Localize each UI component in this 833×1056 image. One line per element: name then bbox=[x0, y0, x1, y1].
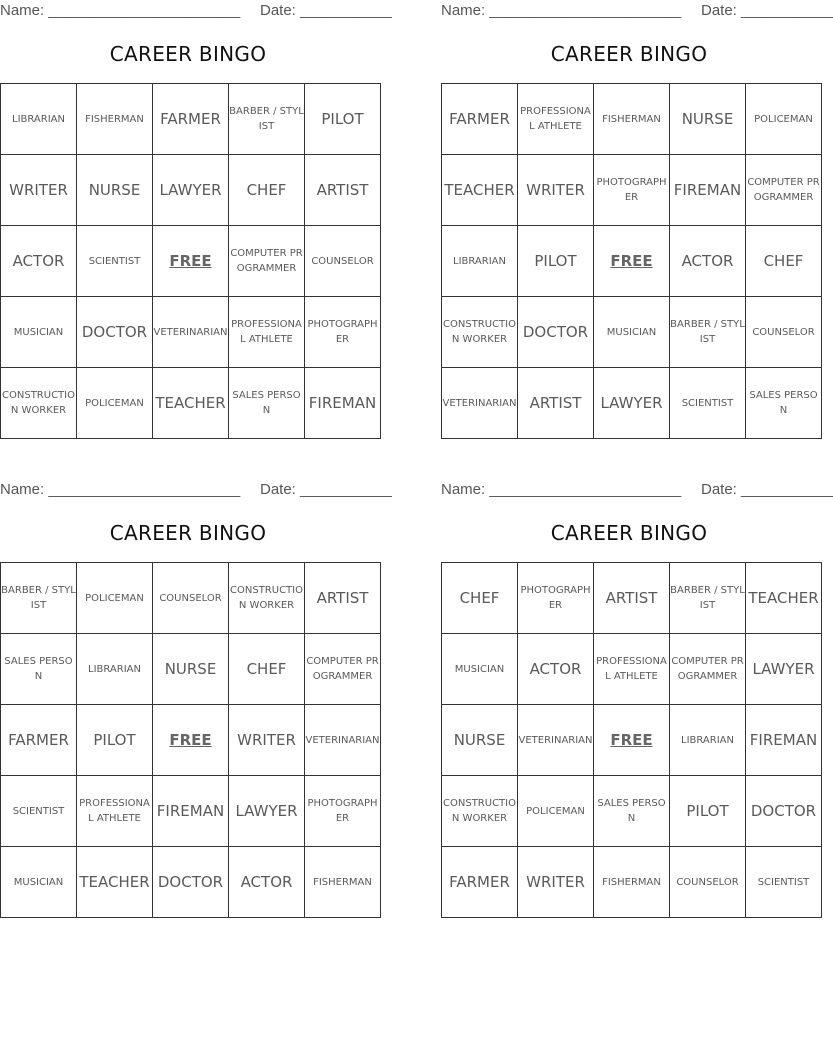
date-field-label: Date: ___________ bbox=[260, 481, 392, 498]
bingo-cell: PHOTOGRAPHER bbox=[594, 155, 670, 226]
bingo-row bbox=[442, 368, 822, 439]
bingo-cell: COMPUTER PROGRAMMER bbox=[746, 155, 822, 226]
bingo-cell: POLICEMAN bbox=[518, 776, 594, 847]
bingo-cell: WRITER bbox=[518, 155, 594, 226]
card-title: CAREER BINGO bbox=[109, 521, 267, 545]
bingo-cell: BARBER / STYLIST bbox=[1, 563, 77, 634]
bingo-cell: NURSE bbox=[77, 155, 153, 226]
bingo-cell: CHEF bbox=[746, 226, 822, 297]
name-date-row bbox=[0, 479, 392, 501]
bingo-grid bbox=[0, 562, 381, 918]
bingo-card bbox=[441, 479, 833, 919]
bingo-row bbox=[442, 705, 822, 776]
bingo-row bbox=[442, 226, 822, 297]
name-field-label: Name: _______________________ bbox=[0, 2, 241, 19]
bingo-cell: MUSICIAN bbox=[442, 634, 518, 705]
bingo-cell: DOCTOR bbox=[518, 297, 594, 368]
bingo-row bbox=[442, 847, 822, 918]
name-field-label: Name: _______________________ bbox=[441, 2, 682, 19]
bingo-row bbox=[1, 297, 381, 368]
bingo-cell: BARBER / STYLIST bbox=[670, 563, 746, 634]
bingo-cell: FIREMAN bbox=[305, 368, 381, 439]
bingo-cell: DOCTOR bbox=[746, 776, 822, 847]
bingo-cell: ARTIST bbox=[305, 563, 381, 634]
bingo-cell: ARTIST bbox=[594, 563, 670, 634]
bingo-cell: DOCTOR bbox=[153, 847, 229, 918]
bingo-card bbox=[0, 0, 392, 440]
bingo-cell: COMPUTER PROGRAMMER bbox=[670, 634, 746, 705]
bingo-cell: COUNSELOR bbox=[153, 563, 229, 634]
bingo-cell: ACTOR bbox=[518, 634, 594, 705]
bingo-cell: PILOT bbox=[518, 226, 594, 297]
bingo-row bbox=[1, 368, 381, 439]
bingo-cell: COMPUTER PROGRAMMER bbox=[305, 634, 381, 705]
free-space: FREE bbox=[153, 705, 229, 776]
bingo-cell: VETERINARIAN bbox=[442, 368, 518, 439]
bingo-cell: LIBRARIAN bbox=[442, 226, 518, 297]
bingo-cell: ARTIST bbox=[305, 155, 381, 226]
bingo-cell: COUNSELOR bbox=[305, 226, 381, 297]
bingo-cell: POLICEMAN bbox=[77, 563, 153, 634]
bingo-cell: ARTIST bbox=[518, 368, 594, 439]
bingo-cell: CONSTRUCTION WORKER bbox=[442, 776, 518, 847]
bingo-cell: LIBRARIAN bbox=[670, 705, 746, 776]
bingo-cell: POLICEMAN bbox=[77, 368, 153, 439]
free-space: FREE bbox=[594, 705, 670, 776]
bingo-cell: PHOTOGRAPHER bbox=[305, 297, 381, 368]
bingo-cell: DOCTOR bbox=[77, 297, 153, 368]
free-space: FREE bbox=[153, 226, 229, 297]
bingo-cell: FIREMAN bbox=[670, 155, 746, 226]
bingo-cell: FARMER bbox=[153, 84, 229, 155]
bingo-cell: LAWYER bbox=[746, 634, 822, 705]
bingo-cell: MUSICIAN bbox=[1, 847, 77, 918]
bingo-cell: SALES PERSON bbox=[746, 368, 822, 439]
bingo-row bbox=[442, 297, 822, 368]
bingo-cell: PHOTOGRAPHER bbox=[305, 776, 381, 847]
bingo-cell: PILOT bbox=[670, 776, 746, 847]
bingo-cell: CONSTRUCTION WORKER bbox=[229, 563, 305, 634]
bingo-cell: ACTOR bbox=[1, 226, 77, 297]
bingo-cell: LAWYER bbox=[229, 776, 305, 847]
bingo-cell: LIBRARIAN bbox=[1, 84, 77, 155]
bingo-cell: SALES PERSON bbox=[1, 634, 77, 705]
bingo-cell: VETERINARIAN bbox=[153, 297, 229, 368]
bingo-cell: FISHERMAN bbox=[305, 847, 381, 918]
bingo-row bbox=[1, 776, 381, 847]
bingo-cell: SALES PERSON bbox=[229, 368, 305, 439]
bingo-cell: SCIENTIST bbox=[1, 776, 77, 847]
bingo-row bbox=[1, 155, 381, 226]
bingo-cell: CHEF bbox=[229, 634, 305, 705]
bingo-cell: FARMER bbox=[442, 847, 518, 918]
bingo-cell: CONSTRUCTION WORKER bbox=[442, 297, 518, 368]
bingo-cell: PROFESSIONAL ATHLETE bbox=[518, 84, 594, 155]
bingo-row bbox=[442, 776, 822, 847]
name-field-label: Name: _______________________ bbox=[0, 481, 241, 498]
bingo-cell: CONSTRUCTION WORKER bbox=[1, 368, 77, 439]
bingo-cell: COMPUTER PROGRAMMER bbox=[229, 226, 305, 297]
bingo-cell: TEACHER bbox=[153, 368, 229, 439]
bingo-cell: BARBER / STYLIST bbox=[670, 297, 746, 368]
bingo-cell: FISHERMAN bbox=[594, 84, 670, 155]
free-space: FREE bbox=[594, 226, 670, 297]
date-field-label: Date: ___________ bbox=[260, 2, 392, 19]
bingo-cell: LAWYER bbox=[594, 368, 670, 439]
bingo-cell: NURSE bbox=[153, 634, 229, 705]
bingo-row bbox=[1, 84, 381, 155]
bingo-grid bbox=[441, 83, 822, 439]
bingo-grid bbox=[441, 562, 822, 918]
bingo-row bbox=[1, 634, 381, 705]
bingo-cell: WRITER bbox=[518, 847, 594, 918]
bingo-cell: POLICEMAN bbox=[746, 84, 822, 155]
bingo-cell: FARMER bbox=[442, 84, 518, 155]
bingo-row bbox=[442, 634, 822, 705]
bingo-cell: FISHERMAN bbox=[594, 847, 670, 918]
bingo-cell: PILOT bbox=[305, 84, 381, 155]
bingo-cell: PROFESSIONAL ATHLETE bbox=[594, 634, 670, 705]
bingo-cell: LAWYER bbox=[153, 155, 229, 226]
bingo-cell: FARMER bbox=[1, 705, 77, 776]
bingo-cell: PROFESSIONAL ATHLETE bbox=[77, 776, 153, 847]
card-title: CAREER BINGO bbox=[550, 521, 708, 545]
name-date-row bbox=[441, 479, 833, 501]
bingo-cell: NURSE bbox=[442, 705, 518, 776]
bingo-cell: PILOT bbox=[77, 705, 153, 776]
bingo-cell: VETERINARIAN bbox=[518, 705, 594, 776]
bingo-cell: SALES PERSON bbox=[594, 776, 670, 847]
bingo-cell: FISHERMAN bbox=[77, 84, 153, 155]
bingo-cell: SCIENTIST bbox=[670, 368, 746, 439]
bingo-cell: TEACHER bbox=[77, 847, 153, 918]
bingo-cell: ACTOR bbox=[229, 847, 305, 918]
bingo-cell: CHEF bbox=[442, 563, 518, 634]
bingo-cell: NURSE bbox=[670, 84, 746, 155]
bingo-row bbox=[1, 847, 381, 918]
bingo-cell: WRITER bbox=[229, 705, 305, 776]
bingo-cell: SCIENTIST bbox=[77, 226, 153, 297]
name-field-label: Name: _______________________ bbox=[441, 481, 682, 498]
bingo-card bbox=[0, 479, 392, 919]
bingo-cell: CHEF bbox=[229, 155, 305, 226]
bingo-cell: ACTOR bbox=[670, 226, 746, 297]
bingo-cell: TEACHER bbox=[746, 563, 822, 634]
bingo-row bbox=[442, 155, 822, 226]
bingo-cell: SCIENTIST bbox=[746, 847, 822, 918]
bingo-card bbox=[441, 0, 833, 440]
bingo-cell: VETERINARIAN bbox=[305, 705, 381, 776]
bingo-cell: PROFESSIONAL ATHLETE bbox=[229, 297, 305, 368]
date-field-label: Date: ___________ bbox=[701, 481, 833, 498]
bingo-row bbox=[1, 226, 381, 297]
bingo-cell: MUSICIAN bbox=[1, 297, 77, 368]
bingo-cell: COUNSELOR bbox=[746, 297, 822, 368]
bingo-row bbox=[442, 563, 822, 634]
bingo-cell: BARBER / STYLIST bbox=[229, 84, 305, 155]
bingo-cell: LIBRARIAN bbox=[77, 634, 153, 705]
date-field-label: Date: ___________ bbox=[701, 2, 833, 19]
bingo-cell: TEACHER bbox=[442, 155, 518, 226]
bingo-cell: COUNSELOR bbox=[670, 847, 746, 918]
bingo-cell: PHOTOGRAPHER bbox=[518, 563, 594, 634]
bingo-row bbox=[442, 84, 822, 155]
bingo-grid bbox=[0, 83, 381, 439]
card-title: CAREER BINGO bbox=[109, 42, 267, 66]
bingo-row bbox=[1, 705, 381, 776]
bingo-cell: MUSICIAN bbox=[594, 297, 670, 368]
name-date-row bbox=[441, 0, 833, 22]
bingo-row bbox=[1, 563, 381, 634]
bingo-cell: FIREMAN bbox=[746, 705, 822, 776]
name-date-row bbox=[0, 0, 392, 22]
bingo-cell: WRITER bbox=[1, 155, 77, 226]
card-title: CAREER BINGO bbox=[550, 42, 708, 66]
bingo-cell: FIREMAN bbox=[153, 776, 229, 847]
